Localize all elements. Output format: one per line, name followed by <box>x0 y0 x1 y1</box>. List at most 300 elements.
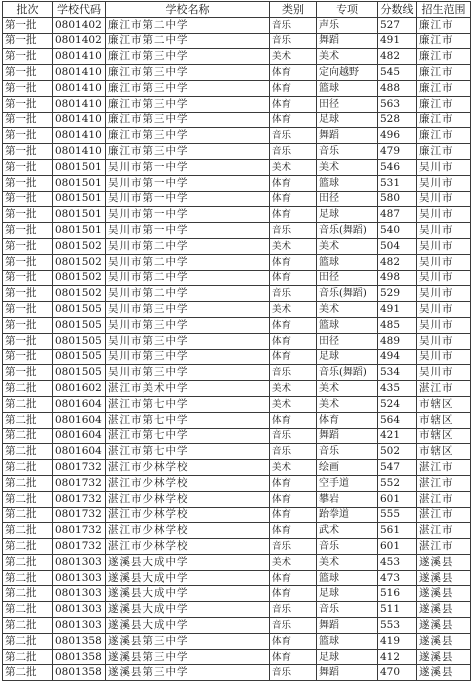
cell-specialty: 足球 <box>317 586 378 602</box>
cell-score-line: 488 <box>378 80 417 96</box>
cell-school-code: 0801402 <box>53 17 106 33</box>
cell-school-name: 廉江市第二中学 <box>106 33 270 49</box>
cell-category: 音乐 <box>270 365 317 381</box>
cell-batch: 第二批 <box>3 491 53 507</box>
cell-score-line: 489 <box>378 333 417 349</box>
cell-enrollment-range: 遂溪县 <box>417 633 471 649</box>
cell-school-code: 0801604 <box>53 444 106 460</box>
cell-batch: 第一批 <box>3 365 53 381</box>
cell-specialty: 田径 <box>317 96 378 112</box>
cell-school-name: 遂溪县大成中学 <box>106 618 270 634</box>
cell-school-code: 0801303 <box>53 602 106 618</box>
cell-category: 美术 <box>270 302 317 318</box>
cell-school-code: 0801505 <box>53 365 106 381</box>
cell-category: 音乐 <box>270 428 317 444</box>
table-row <box>3 270 471 286</box>
cell-specialty: 攀岩 <box>317 491 378 507</box>
header-school-name: 学校名称 <box>106 2 270 18</box>
cell-score-line: 511 <box>378 602 417 618</box>
cell-school-name: 湛江市美术中学 <box>106 381 270 397</box>
cell-enrollment-range: 市辖区 <box>417 396 471 412</box>
cell-school-code: 0801732 <box>53 491 106 507</box>
table-row <box>3 523 471 539</box>
cell-school-code: 0801501 <box>53 191 106 207</box>
cell-school-code: 0801410 <box>53 65 106 81</box>
cell-school-name: 遂溪县第三中学 <box>106 633 270 649</box>
cell-specialty: 美术 <box>317 396 378 412</box>
cell-enrollment-range: 遂溪县 <box>417 586 471 602</box>
cell-enrollment-range: 吴川市 <box>417 159 471 175</box>
cell-score-line: 485 <box>378 317 417 333</box>
cell-specialty: 舞蹈 <box>317 428 378 444</box>
cell-school-name: 吴川市第二中学 <box>106 270 270 286</box>
cell-batch: 第一批 <box>3 270 53 286</box>
cell-score-line: 552 <box>378 475 417 491</box>
cell-batch: 第二批 <box>3 507 53 523</box>
cell-category: 音乐 <box>270 444 317 460</box>
cell-specialty: 绘画 <box>317 460 378 476</box>
table-row <box>3 349 471 365</box>
cell-school-code: 0801410 <box>53 128 106 144</box>
table-row <box>3 491 471 507</box>
cell-school-code: 0801502 <box>53 254 106 270</box>
cell-school-name: 湛江市第七中学 <box>106 428 270 444</box>
cell-school-name: 吴川市第三中学 <box>106 317 270 333</box>
cell-category: 美术 <box>270 396 317 412</box>
table-row <box>3 65 471 81</box>
cell-category: 体育 <box>270 270 317 286</box>
cell-school-name: 廉江市第三中学 <box>106 65 270 81</box>
table-row <box>3 396 471 412</box>
cell-school-name: 遂溪县大成中学 <box>106 586 270 602</box>
table-row <box>3 507 471 523</box>
cell-score-line: 494 <box>378 349 417 365</box>
cell-score-line: 529 <box>378 286 417 302</box>
cell-specialty: 音乐 <box>317 444 378 460</box>
cell-score-line: 561 <box>378 523 417 539</box>
cell-specialty: 美术 <box>317 554 378 570</box>
cell-batch: 第二批 <box>3 554 53 570</box>
cell-school-code: 0801505 <box>53 333 106 349</box>
cell-score-line: 553 <box>378 618 417 634</box>
cell-school-code: 0801410 <box>53 80 106 96</box>
cell-enrollment-range: 遂溪县 <box>417 649 471 665</box>
cell-category: 体育 <box>270 333 317 349</box>
cell-enrollment-range: 吴川市 <box>417 223 471 239</box>
cell-school-code: 0801505 <box>53 302 106 318</box>
cell-score-line: 546 <box>378 159 417 175</box>
cell-school-name: 湛江市少林学校 <box>106 507 270 523</box>
cell-school-code: 0801732 <box>53 539 106 555</box>
cell-category: 美术 <box>270 159 317 175</box>
cell-specialty: 足球 <box>317 207 378 223</box>
cell-batch: 第一批 <box>3 223 53 239</box>
cell-school-name: 吴川市第二中学 <box>106 286 270 302</box>
cell-school-name: 廉江市第二中学 <box>106 17 270 33</box>
cell-score-line: 482 <box>378 49 417 65</box>
cell-batch: 第二批 <box>3 618 53 634</box>
cell-specialty: 空手道 <box>317 475 378 491</box>
cell-specialty: 田径 <box>317 270 378 286</box>
cell-enrollment-range: 廉江市 <box>417 96 471 112</box>
cell-score-line: 601 <box>378 539 417 555</box>
cell-batch: 第二批 <box>3 523 53 539</box>
cell-batch: 第二批 <box>3 396 53 412</box>
cell-batch: 第一批 <box>3 96 53 112</box>
cell-score-line: 479 <box>378 144 417 160</box>
cell-school-name: 吴川市第一中学 <box>106 159 270 175</box>
cell-score-line: 580 <box>378 191 417 207</box>
cell-batch: 第二批 <box>3 665 53 681</box>
cell-school-name: 廉江市第三中学 <box>106 49 270 65</box>
cell-batch: 第一批 <box>3 349 53 365</box>
cell-score-line: 524 <box>378 396 417 412</box>
table-row <box>3 618 471 634</box>
cell-school-code: 0801410 <box>53 49 106 65</box>
cell-school-code: 0801410 <box>53 144 106 160</box>
cell-school-code: 0801303 <box>53 554 106 570</box>
cell-specialty: 跆拳道 <box>317 507 378 523</box>
cell-specialty: 音乐 <box>317 144 378 160</box>
cell-school-name: 吴川市第一中学 <box>106 175 270 191</box>
cell-category: 音乐 <box>270 665 317 681</box>
cell-enrollment-range: 吴川市 <box>417 191 471 207</box>
table-row <box>3 633 471 649</box>
cell-batch: 第一批 <box>3 49 53 65</box>
cell-school-name: 湛江市第七中学 <box>106 412 270 428</box>
cell-specialty: 篮球 <box>317 317 378 333</box>
table-row <box>3 159 471 175</box>
table-row <box>3 128 471 144</box>
cell-enrollment-range: 廉江市 <box>417 33 471 49</box>
cell-batch: 第二批 <box>3 586 53 602</box>
table-row <box>3 381 471 397</box>
cell-enrollment-range: 吴川市 <box>417 302 471 318</box>
table-row <box>3 460 471 476</box>
cell-score-line: 564 <box>378 412 417 428</box>
cell-score-line: 540 <box>378 223 417 239</box>
cell-specialty: 足球 <box>317 112 378 128</box>
cell-category: 音乐 <box>270 223 317 239</box>
cell-enrollment-range: 吴川市 <box>417 270 471 286</box>
cell-school-code: 0801732 <box>53 460 106 476</box>
cell-specialty: 美术 <box>317 302 378 318</box>
cell-school-code: 0801505 <box>53 349 106 365</box>
cell-school-name: 吴川市第三中学 <box>106 302 270 318</box>
cell-school-code: 0801358 <box>53 633 106 649</box>
cell-specialty: 音乐(舞蹈) <box>317 365 378 381</box>
cell-category: 美术 <box>270 381 317 397</box>
cell-enrollment-range: 廉江市 <box>417 17 471 33</box>
cell-specialty: 篮球 <box>317 80 378 96</box>
cell-specialty: 定向越野 <box>317 65 378 81</box>
admission-score-table <box>2 1 471 681</box>
cell-category: 体育 <box>270 633 317 649</box>
cell-batch: 第二批 <box>3 633 53 649</box>
cell-enrollment-range: 湛江市 <box>417 539 471 555</box>
cell-school-name: 湛江市第七中学 <box>106 444 270 460</box>
cell-score-line: 491 <box>378 302 417 318</box>
cell-score-line: 496 <box>378 128 417 144</box>
cell-enrollment-range: 市辖区 <box>417 428 471 444</box>
cell-batch: 第二批 <box>3 444 53 460</box>
cell-school-name: 廉江市第三中学 <box>106 112 270 128</box>
cell-specialty: 音乐(舞蹈) <box>317 286 378 302</box>
cell-category: 体育 <box>270 507 317 523</box>
table-row <box>3 254 471 270</box>
cell-school-code: 0801501 <box>53 223 106 239</box>
cell-specialty: 音乐 <box>317 602 378 618</box>
cell-school-code: 0801303 <box>53 570 106 586</box>
cell-batch: 第一批 <box>3 80 53 96</box>
cell-enrollment-range: 湛江市 <box>417 381 471 397</box>
cell-specialty: 篮球 <box>317 254 378 270</box>
cell-score-line: 601 <box>378 491 417 507</box>
cell-enrollment-range: 湛江市 <box>417 523 471 539</box>
cell-category: 音乐 <box>270 602 317 618</box>
cell-batch: 第二批 <box>3 475 53 491</box>
cell-score-line: 498 <box>378 270 417 286</box>
table-row <box>3 223 471 239</box>
cell-school-name: 遂溪县大成中学 <box>106 554 270 570</box>
cell-enrollment-range: 吴川市 <box>417 365 471 381</box>
cell-school-name: 吴川市第二中学 <box>106 254 270 270</box>
cell-school-name: 吴川市第三中学 <box>106 349 270 365</box>
cell-batch: 第二批 <box>3 570 53 586</box>
cell-score-line: 412 <box>378 649 417 665</box>
cell-category: 音乐 <box>270 618 317 634</box>
cell-school-name: 湛江市少林学校 <box>106 539 270 555</box>
cell-batch: 第一批 <box>3 191 53 207</box>
cell-batch: 第二批 <box>3 381 53 397</box>
cell-enrollment-range: 遂溪县 <box>417 665 471 681</box>
cell-batch: 第一批 <box>3 112 53 128</box>
cell-specialty: 篮球 <box>317 570 378 586</box>
cell-batch: 第一批 <box>3 207 53 223</box>
table-row <box>3 365 471 381</box>
cell-score-line: 487 <box>378 207 417 223</box>
cell-school-name: 吴川市第一中学 <box>106 207 270 223</box>
cell-batch: 第一批 <box>3 238 53 254</box>
cell-score-line: 528 <box>378 112 417 128</box>
cell-enrollment-range: 廉江市 <box>417 112 471 128</box>
cell-category: 音乐 <box>270 33 317 49</box>
cell-specialty: 足球 <box>317 649 378 665</box>
cell-specialty: 声乐 <box>317 17 378 33</box>
cell-score-line: 470 <box>378 665 417 681</box>
table-body <box>3 17 471 680</box>
cell-category: 体育 <box>270 80 317 96</box>
cell-batch: 第一批 <box>3 254 53 270</box>
table-row <box>3 33 471 49</box>
cell-school-code: 0801501 <box>53 159 106 175</box>
cell-specialty: 美术 <box>317 49 378 65</box>
cell-school-code: 0801358 <box>53 649 106 665</box>
cell-school-name: 湛江市少林学校 <box>106 491 270 507</box>
cell-enrollment-range: 市辖区 <box>417 412 471 428</box>
cell-specialty: 舞蹈 <box>317 665 378 681</box>
cell-school-code: 0801732 <box>53 507 106 523</box>
cell-specialty: 美术 <box>317 238 378 254</box>
cell-score-line: 482 <box>378 254 417 270</box>
cell-category: 体育 <box>270 491 317 507</box>
table-row <box>3 475 471 491</box>
cell-school-name: 遂溪县第三中学 <box>106 665 270 681</box>
cell-category: 音乐 <box>270 286 317 302</box>
cell-category: 体育 <box>270 175 317 191</box>
cell-school-name: 廉江市第三中学 <box>106 144 270 160</box>
cell-school-name: 湛江市少林学校 <box>106 523 270 539</box>
cell-category: 体育 <box>270 349 317 365</box>
cell-score-line: 453 <box>378 554 417 570</box>
cell-school-code: 0801410 <box>53 112 106 128</box>
cell-school-name: 吴川市第一中学 <box>106 191 270 207</box>
cell-school-code: 0801410 <box>53 96 106 112</box>
cell-enrollment-range: 吴川市 <box>417 175 471 191</box>
cell-category: 体育 <box>270 523 317 539</box>
cell-category: 体育 <box>270 112 317 128</box>
cell-school-code: 0801732 <box>53 523 106 539</box>
table-row <box>3 554 471 570</box>
cell-category: 体育 <box>270 317 317 333</box>
cell-category: 体育 <box>270 191 317 207</box>
cell-school-code: 0801502 <box>53 270 106 286</box>
cell-category: 体育 <box>270 586 317 602</box>
cell-category: 体育 <box>270 649 317 665</box>
cell-batch: 第一批 <box>3 317 53 333</box>
cell-batch: 第二批 <box>3 649 53 665</box>
cell-enrollment-range: 市辖区 <box>417 444 471 460</box>
cell-category: 音乐 <box>270 128 317 144</box>
cell-specialty: 舞蹈 <box>317 618 378 634</box>
cell-enrollment-range: 吴川市 <box>417 349 471 365</box>
table-row <box>3 286 471 302</box>
cell-batch: 第一批 <box>3 17 53 33</box>
cell-batch: 第一批 <box>3 65 53 81</box>
table-row <box>3 586 471 602</box>
cell-enrollment-range: 廉江市 <box>417 80 471 96</box>
table-row <box>3 191 471 207</box>
table-row <box>3 539 471 555</box>
cell-category: 体育 <box>270 96 317 112</box>
cell-score-line: 531 <box>378 175 417 191</box>
cell-enrollment-range: 吴川市 <box>417 254 471 270</box>
cell-category: 体育 <box>270 412 317 428</box>
cell-specialty: 体育 <box>317 412 378 428</box>
cell-specialty: 音乐 <box>317 539 378 555</box>
cell-enrollment-range: 廉江市 <box>417 49 471 65</box>
table-row <box>3 317 471 333</box>
cell-specialty: 篮球 <box>317 175 378 191</box>
cell-batch: 第一批 <box>3 175 53 191</box>
cell-score-line: 516 <box>378 586 417 602</box>
cell-batch: 第一批 <box>3 333 53 349</box>
cell-enrollment-range: 遂溪县 <box>417 602 471 618</box>
cell-batch: 第一批 <box>3 144 53 160</box>
cell-batch: 第一批 <box>3 128 53 144</box>
cell-school-name: 遂溪县第三中学 <box>106 649 270 665</box>
table-row <box>3 602 471 618</box>
cell-enrollment-range: 廉江市 <box>417 144 471 160</box>
header-score-line: 分数线 <box>378 2 417 18</box>
table-row <box>3 80 471 96</box>
cell-enrollment-range: 吴川市 <box>417 238 471 254</box>
header-category: 类别 <box>270 2 317 18</box>
cell-school-name: 吴川市第三中学 <box>106 333 270 349</box>
table-row <box>3 17 471 33</box>
cell-score-line: 555 <box>378 507 417 523</box>
cell-score-line: 545 <box>378 65 417 81</box>
cell-category: 音乐 <box>270 17 317 33</box>
cell-school-code: 0801502 <box>53 286 106 302</box>
cell-specialty: 武术 <box>317 523 378 539</box>
cell-score-line: 419 <box>378 633 417 649</box>
cell-school-name: 廉江市第三中学 <box>106 96 270 112</box>
header-school-code: 学校代码 <box>53 2 106 18</box>
cell-school-code: 0801402 <box>53 33 106 49</box>
cell-school-name: 遂溪县大成中学 <box>106 570 270 586</box>
cell-school-name: 廉江市第三中学 <box>106 128 270 144</box>
cell-specialty: 足球 <box>317 349 378 365</box>
cell-batch: 第二批 <box>3 412 53 428</box>
cell-category: 美术 <box>270 460 317 476</box>
cell-school-code: 0801604 <box>53 396 106 412</box>
header-specialty: 专项 <box>317 2 378 18</box>
cell-category: 美术 <box>270 554 317 570</box>
cell-score-line: 527 <box>378 17 417 33</box>
cell-score-line: 421 <box>378 428 417 444</box>
cell-specialty: 篮球 <box>317 633 378 649</box>
cell-enrollment-range: 吴川市 <box>417 207 471 223</box>
cell-batch: 第一批 <box>3 286 53 302</box>
cell-school-name: 湛江市第七中学 <box>106 396 270 412</box>
cell-category: 体育 <box>270 65 317 81</box>
cell-specialty: 舞蹈 <box>317 33 378 49</box>
score-table-container <box>2 1 470 681</box>
table-row <box>3 570 471 586</box>
cell-batch: 第一批 <box>3 159 53 175</box>
cell-category: 体育 <box>270 207 317 223</box>
cell-school-name: 吴川市第一中学 <box>106 223 270 239</box>
cell-school-code: 0801501 <box>53 207 106 223</box>
table-row <box>3 649 471 665</box>
cell-school-code: 0801501 <box>53 175 106 191</box>
cell-category: 体育 <box>270 475 317 491</box>
table-row <box>3 112 471 128</box>
cell-batch: 第二批 <box>3 428 53 444</box>
cell-specialty: 田径 <box>317 333 378 349</box>
cell-enrollment-range: 湛江市 <box>417 475 471 491</box>
header-batch: 批次 <box>3 2 53 18</box>
cell-score-line: 473 <box>378 570 417 586</box>
cell-enrollment-range: 遂溪县 <box>417 554 471 570</box>
cell-school-code: 0801303 <box>53 586 106 602</box>
cell-category: 音乐 <box>270 539 317 555</box>
table-row <box>3 333 471 349</box>
cell-school-code: 0801602 <box>53 381 106 397</box>
cell-enrollment-range: 湛江市 <box>417 460 471 476</box>
cell-school-name: 湛江市少林学校 <box>106 460 270 476</box>
cell-enrollment-range: 吴川市 <box>417 286 471 302</box>
cell-specialty: 音乐(舞蹈) <box>317 223 378 239</box>
cell-enrollment-range: 廉江市 <box>417 65 471 81</box>
cell-category: 美术 <box>270 49 317 65</box>
cell-school-code: 0801505 <box>53 317 106 333</box>
cell-school-name: 廉江市第三中学 <box>106 80 270 96</box>
table-row <box>3 96 471 112</box>
table-row <box>3 49 471 65</box>
cell-score-line: 504 <box>378 238 417 254</box>
